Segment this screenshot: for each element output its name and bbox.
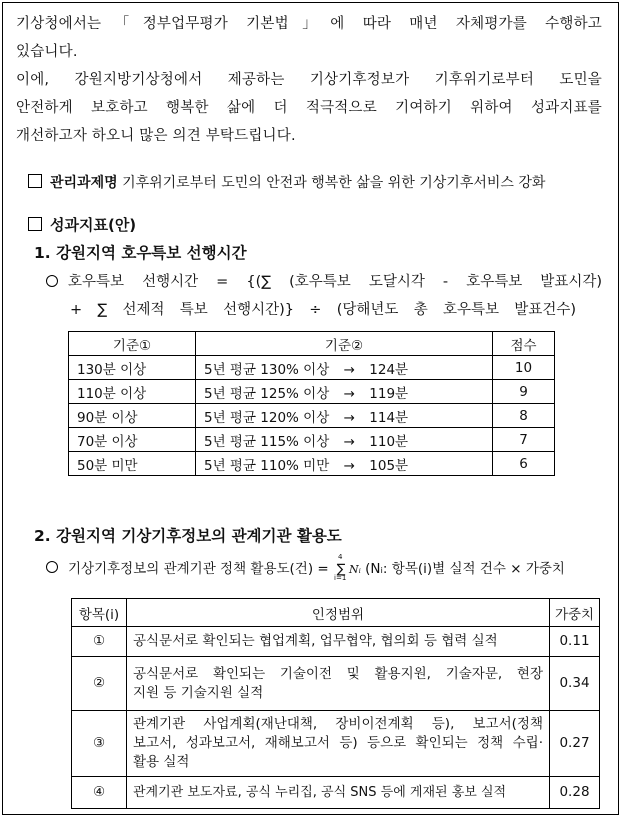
item-number-cell: ① [72, 627, 127, 657]
score-cell: 6 [493, 452, 555, 476]
task-text: 기후위기로부터 도민의 안전과 행복한 삶을 위한 기상기후서비스 강화 [122, 175, 546, 191]
formula-suffix: (Nᵢ: 항목(i)별 실적 건수 × 가중치 [365, 561, 565, 577]
header-cell: 항목(i) [72, 599, 127, 627]
scope-line: 활용 실적 [133, 754, 190, 770]
sum-symbol: ∑ [336, 562, 346, 577]
item-number-cell: ④ [72, 777, 127, 809]
header-cell: 점수 [493, 332, 555, 356]
section2-title: 2. 강원지역 기상기후정보의 관계기관 활용도 [34, 527, 342, 545]
table-header-row [69, 332, 555, 356]
criterion1-cell: 130분 이상 [69, 356, 196, 380]
formula-term: Nᵢ [349, 563, 361, 576]
arrow-icon: → [343, 409, 355, 426]
criterion2-cell [196, 452, 493, 476]
scope-cell [127, 711, 550, 777]
text-line: 있습니다. [16, 44, 78, 60]
criterion2-minutes: 105분 [369, 457, 409, 474]
formula-prefix: 기상기후정보의 관계기관 정책 활용도(건) = [68, 561, 329, 577]
criterion2-cell [196, 404, 493, 428]
sum-upper-limit: 4 [338, 553, 343, 561]
table-row [69, 452, 555, 476]
score-cell: 10 [493, 356, 555, 380]
score-cell: 8 [493, 404, 555, 428]
criterion2-text: 5년 평균 125% 이상 [204, 385, 330, 402]
header-cell: 가중치 [550, 599, 600, 627]
section2-formula [46, 553, 565, 582]
indicator-label: 성과지표(안) [50, 216, 137, 234]
criterion2-text: 5년 평균 120% 이상 [204, 409, 330, 426]
criterion2-cell [196, 428, 493, 452]
checkbox-square-icon [28, 174, 42, 188]
checkbox-square-icon [28, 217, 42, 231]
weight-cell: 0.11 [550, 627, 600, 657]
score-cell: 9 [493, 380, 555, 404]
section1-formula [46, 270, 602, 319]
header-cell: 기준① [69, 332, 196, 356]
formula-line-2: + ∑ 선제적 특보 선행시간)} ÷ (당해년도 총 호우특보 발표건수) [70, 302, 576, 318]
indicator-line [28, 214, 136, 235]
weight-cell: 0.34 [550, 657, 600, 711]
task-label: 관리과제명 [50, 175, 118, 191]
table-row [69, 380, 555, 404]
scope-line: 관계기관 사업계획(재난대책, 장비이전계획 등), 보고서(정책 [133, 716, 543, 732]
table-row [69, 356, 555, 380]
usage-table [71, 598, 600, 809]
criterion2-text: 5년 평균 130% 이상 [204, 361, 330, 378]
criterion1-cell: 70분 이상 [69, 428, 196, 452]
table-row [72, 777, 600, 809]
item-number-cell: ② [72, 657, 127, 711]
task-line [28, 172, 545, 192]
table-header-row [72, 599, 600, 627]
table-row [72, 627, 600, 657]
text-line: 개선하고자 하오니 많은 의견 부탁드립니다. [16, 128, 296, 144]
header-cell: 인정범위 [127, 599, 550, 627]
arrow-icon: → [343, 385, 355, 402]
criterion2-cell [196, 380, 493, 404]
table-row [72, 657, 600, 711]
circle-bullet-icon [46, 561, 58, 573]
summation [333, 553, 349, 582]
criterion2-minutes: 110분 [369, 433, 409, 450]
circle-bullet-icon [46, 275, 58, 287]
scope-line: 공식문서로 확인되는 기술이전 및 활용지원, 기술자문, 현장 [133, 665, 543, 682]
table-row [72, 711, 600, 777]
score-table [68, 331, 555, 476]
criterion2-text: 5년 평균 115% 이상 [204, 433, 330, 450]
score-cell: 7 [493, 428, 555, 452]
text-line: 기상청에서는「정부업무평가 기본법」에 따라 매년 자체평가를 수행하고 [16, 16, 602, 32]
criterion1-cell: 110분 이상 [69, 380, 196, 404]
arrow-icon: → [343, 361, 355, 378]
scope-cell [127, 627, 550, 657]
header-cell: 기준② [196, 332, 493, 356]
intro-paragraph-1 [16, 10, 602, 66]
scope-line: 지원 등 기술지원 실적 [133, 684, 264, 701]
criterion1-cell: 90분 이상 [69, 404, 196, 428]
criterion2-text: 5년 평균 110% 미만 [204, 457, 330, 474]
sum-lower-limit: i=1 [334, 574, 347, 582]
weight-cell: 0.28 [550, 777, 600, 809]
scope-cell [127, 777, 550, 809]
criterion2-minutes: 114분 [369, 409, 409, 426]
text-line: 이에, 강원지방기상청에서 제공하는 기상기후정보가 기후위기로부터 도민을 [16, 72, 602, 88]
criterion1-cell: 50분 미만 [69, 452, 196, 476]
scope-cell [127, 657, 550, 711]
weight-cell: 0.27 [550, 711, 600, 777]
table-row [69, 428, 555, 452]
text-line: 안전하게 보호하고 행복한 삶에 더 적극적으로 기여하기 위하여 성과지표를 [16, 100, 602, 116]
formula-line-1: 호우특보 선행시간 = {(∑ (호우특보 도달시각 - 호우특보 발표시각) [68, 274, 602, 290]
scope-line: 공식문서로 확인되는 협업계획, 업무협약, 협의회 등 협력 실적 [133, 633, 498, 649]
criterion2-cell [196, 356, 493, 380]
item-number-cell: ③ [72, 711, 127, 777]
criterion2-minutes: 119분 [369, 385, 409, 402]
section1-title: 1. 강원지역 호우특보 선행시간 [34, 244, 247, 262]
intro-paragraph-2 [16, 66, 602, 150]
arrow-icon: → [343, 433, 355, 450]
criterion2-minutes: 124분 [369, 361, 409, 378]
scope-line: 보고서, 성과보고서, 재해보고서 등) 등으로 확인되는 정책 수립· [133, 735, 543, 751]
scope-line: 관계기관 보도자료, 공식 누리집, 공식 SNS 등에 게재된 홍보 실적 [133, 785, 507, 800]
table-row [69, 404, 555, 428]
arrow-icon: → [343, 457, 355, 474]
